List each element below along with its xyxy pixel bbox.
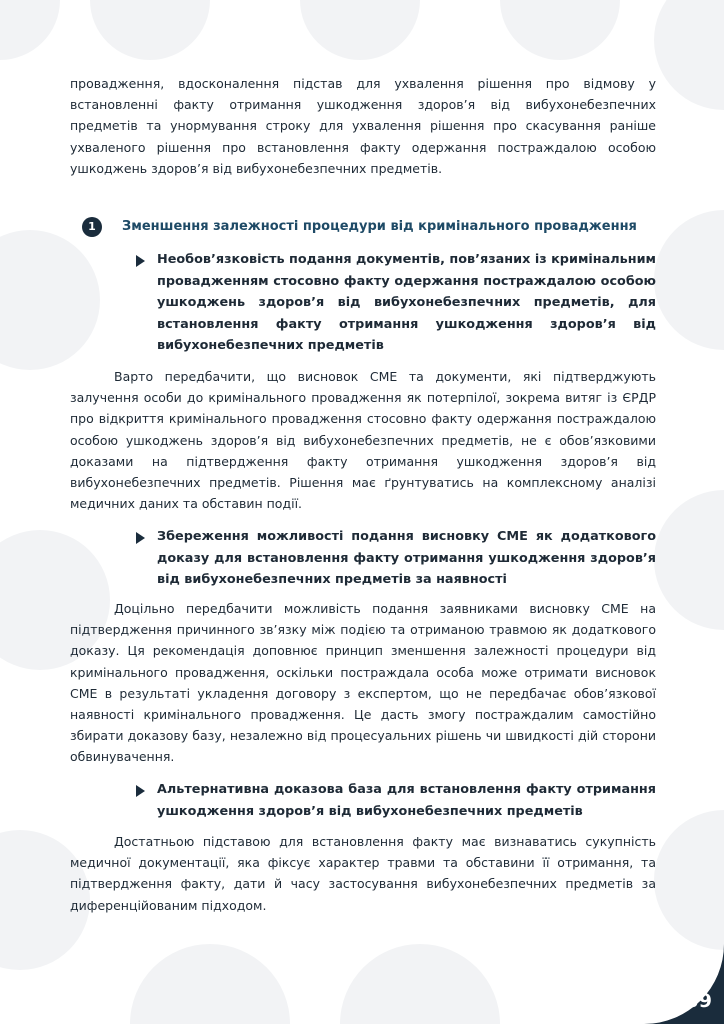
bullet-triangle-icon: [136, 785, 145, 797]
subsection-heading-1: Необов’язковість подання документів, пов’язаних із кримінальним провадженням стосовно факту одержання постраждалою особою ушкоджень здоров’я від вибухонебезпечних предметів, для встановлення факту отримання ушкодження здоров’я від вибухонебезпечних предметів: [157, 252, 656, 353]
intro-paragraph: провадження, вдосконалення підстав для ухвалення рішення про відмову у встановленні факту отримання ушкодження здоров’я від вибухонебезпечних предметів та унормування строку для ухвалення рішення про скасування раніше ухваленого рішення про встановлення факту одержання постраждалою особою ушкоджень здоров’я від вибухонебезпечних предметів.: [70, 76, 656, 176]
subsection-body-3: Достатньою підставою для встановлення факту має визнаватись сукупність медичної документації, яка фіксує характер травми та обставини її отримання, та підтвердження факту, дати й часу застосування вибухонебезпечних предметів за диференційованим підходом.: [70, 834, 656, 913]
subsection-heading-2: Збереження можливості подання висновку СМЕ як додаткового доказу для встановлення факту отримання ушкодження здоров’я від вибухонебезпечних предметів за наявності: [157, 529, 656, 587]
section-title: Зменшення залежності процедури від кримінального провадження: [122, 219, 637, 234]
subsection-body-1: Варто передбачити, що висновок СМЕ та документи, які підтверджують залучення особи до кримінального провадження як потерпілої, зокрема витяг із ЄРДР про відкриття кримінального провадження стосовно факту одержання постраждалою особою ушкоджень здоров’я від вибухонебезпечних предметів, не є обов’язковими доказами на підтвердження факту отримання ушкодження здоров’я від вибухонебезпечних предметів. Рішення має ґрунтуватись на комплексному аналізі медичних даних та обставин події.: [70, 369, 656, 512]
section-number-badge: 1: [82, 217, 102, 237]
bullet-triangle-icon: [136, 255, 145, 267]
subsection-heading-3: Альтернативна доказова база для встановлення факту отримання ушкодження здоров’я від вибухонебезпечних предметів: [157, 782, 656, 819]
bullet-triangle-icon: [136, 532, 145, 544]
subsection-body-2: Доцільно передбачити можливість подання заявниками висновку СМЕ на підтвердження причинного зв’язку між подією та отриманою травмою як додаткового доказу. Ця рекомендація доповнює принцип зменшення залежності процедури від кримінального провадження, оскільки постраждала особа може отримати висновок СМЕ в результаті укладення договору з експертом, що не передбачає обов’язкової наявності кримінального провадження. Це дасть змогу постраждалим самостійно збирати доказову базу, незалежно від процесуальних рішень чи швидкості дій сторони обвинувачення.: [70, 601, 656, 765]
page-number: 39: [685, 990, 712, 1012]
